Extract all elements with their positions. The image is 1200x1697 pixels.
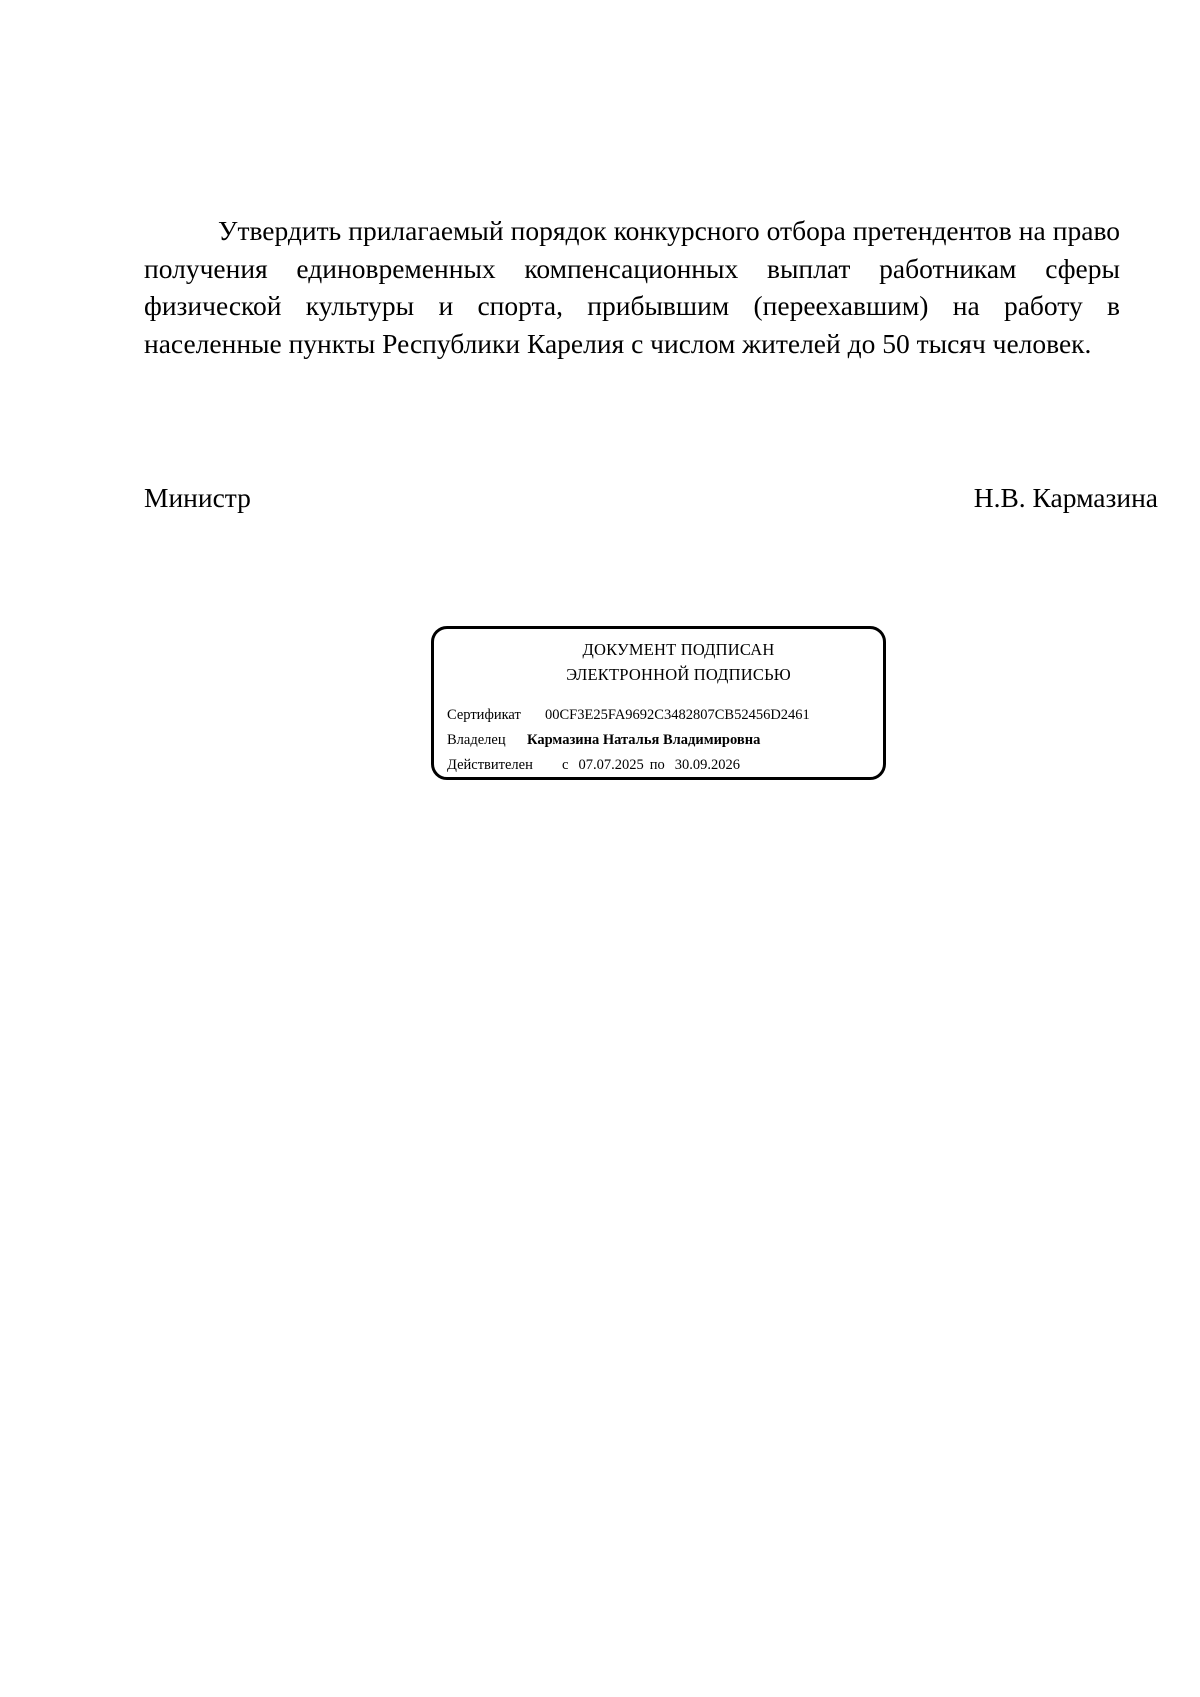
valid-to-date: 30.09.2026 bbox=[674, 757, 740, 773]
stamp-certificate-row bbox=[447, 705, 810, 725]
stamp-title-line-1: ДОКУМЕНТ ПОДПИСАН bbox=[582, 640, 775, 659]
stamp-validity-row bbox=[447, 755, 740, 775]
stamp-title-line-2: ЭЛЕКТРОННОЙ ПОДПИСЬЮ bbox=[566, 665, 791, 684]
signature-block bbox=[144, 479, 1158, 517]
electronic-signature-stamp bbox=[431, 626, 886, 780]
valid-to-prefix: по bbox=[649, 757, 665, 773]
owner-label: Владелец bbox=[447, 732, 506, 748]
signatory-position: Министр bbox=[144, 482, 251, 513]
certificate-value: 00CF3E25FA9692C3482807CB52456D2461 bbox=[545, 707, 810, 723]
owner-value: Кармазина Наталья Владимировна bbox=[527, 732, 761, 748]
valid-label: Действителен bbox=[447, 757, 533, 773]
signatory-name: Н.В. Кармазина bbox=[973, 482, 1158, 513]
body-paragraph: Утвердить прилагаемый порядок конкурсного отбора претендентов на право получения единовременных компенсационных выплат работникам сферы физической культуры и спорта, прибывшим (переехавшим) на работу в населенные пункты Республики Карелия с числом жителей до 50 тысяч человек. bbox=[144, 215, 1120, 359]
stamp-owner-row bbox=[447, 730, 760, 750]
certificate-label: Сертификат bbox=[447, 707, 521, 723]
valid-from-prefix: с bbox=[562, 757, 569, 773]
valid-from-date: 07.07.2025 bbox=[578, 757, 644, 773]
